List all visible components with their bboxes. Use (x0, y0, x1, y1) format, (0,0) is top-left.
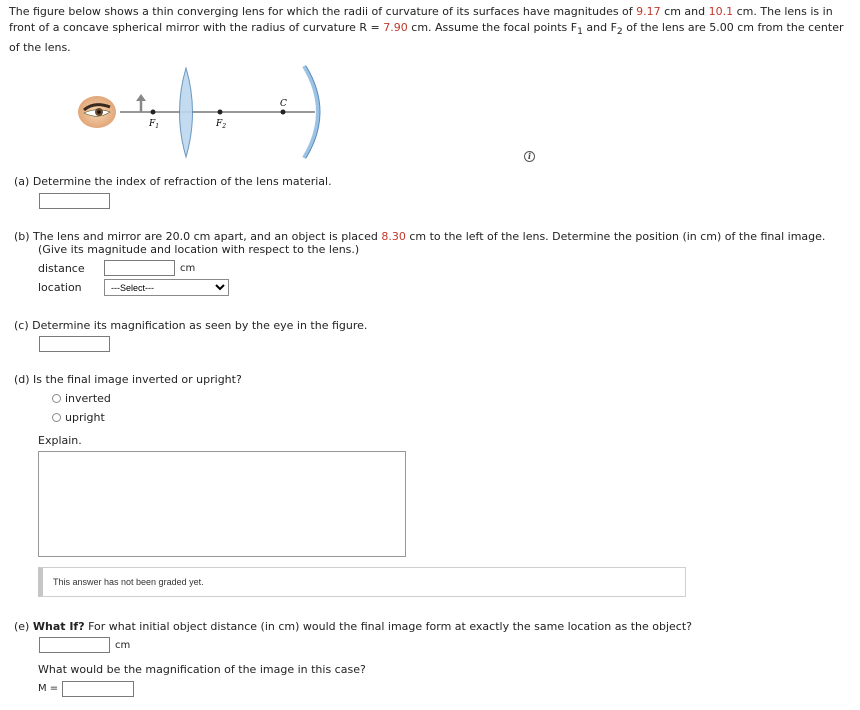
explain-label: Explain. (38, 434, 82, 447)
grade-status-text: This answer has not been graded yet. (53, 577, 204, 587)
location-select[interactable] (104, 279, 229, 296)
part-e-question: (e) What If? For what initial object distance (in cm) would the final image form at exactly the same location as the object? (14, 620, 692, 633)
radio-inverted[interactable] (52, 394, 61, 403)
label-c: C (280, 99, 287, 109)
mirror-radius-value: 7.90 (383, 21, 408, 34)
part-a-question: (a) Determine the index of refraction of the lens material. (14, 175, 332, 188)
focal-point-f1 (151, 110, 156, 115)
part-e-magnification-question: What would be the magnification of the image in this case? (38, 663, 366, 676)
distance-label: distance (38, 262, 85, 275)
option-inverted-label: inverted (65, 392, 111, 405)
object-distance-input[interactable] (39, 637, 110, 653)
center-of-curvature (281, 110, 286, 115)
part-c-question: (c) Determine its magnification as seen by the eye in the figure. (14, 319, 368, 332)
info-icon[interactable]: i (524, 151, 535, 162)
object-distance-value: 8.30 (381, 230, 406, 243)
distance-unit: cm (180, 263, 196, 274)
magnification-input[interactable] (39, 336, 110, 352)
magnification-m-label: M = (38, 683, 59, 694)
radio-upright[interactable] (52, 413, 61, 422)
label-f1: $F_1$ (149, 119, 160, 130)
problem-statement: The figure below shows a thin converging lens for which the radii of curvature of its surfaces have magnitudes of 9.17 cm and 10.1 cm. The lens is in front of a concave spherical mirror with the radius of curvature R = 7.90 cm. Assume the focal points $F_1$ and $F_2$ of the lens are 5.00 cm from the center of the lens. (9, 5, 844, 55)
object-arrow (136, 94, 146, 112)
location-label: location (38, 281, 82, 294)
label-f2: $F_2$ (216, 119, 227, 130)
index-of-refraction-input[interactable] (39, 193, 110, 209)
lens-mirror-figure (70, 60, 340, 165)
option-upright-label: upright (65, 411, 105, 424)
object-distance-unit: cm (115, 640, 131, 651)
explain-textarea[interactable] (38, 451, 406, 557)
focal-point-f2 (218, 110, 223, 115)
part-b-question: (b) The lens and mirror are 20.0 cm apart, and an object is placed 8.30 cm to the left of the lens. Determine the position (in cm) of the final image. (14, 230, 826, 243)
grade-status-box (38, 567, 686, 597)
radius-1-value: 9.17 (636, 5, 661, 18)
eye-icon (78, 96, 116, 128)
distance-input[interactable] (104, 260, 175, 276)
what-if-label: What If? (32, 620, 85, 633)
part-d-question: (d) Is the final image inverted or upright? (14, 373, 242, 386)
converging-lens (180, 68, 193, 157)
part-e-magnification-input[interactable] (62, 681, 134, 697)
radius-2-value: 10.1 (708, 5, 734, 18)
part-b-instruction: (Give its magnitude and location with respect to the lens.) (38, 243, 360, 256)
